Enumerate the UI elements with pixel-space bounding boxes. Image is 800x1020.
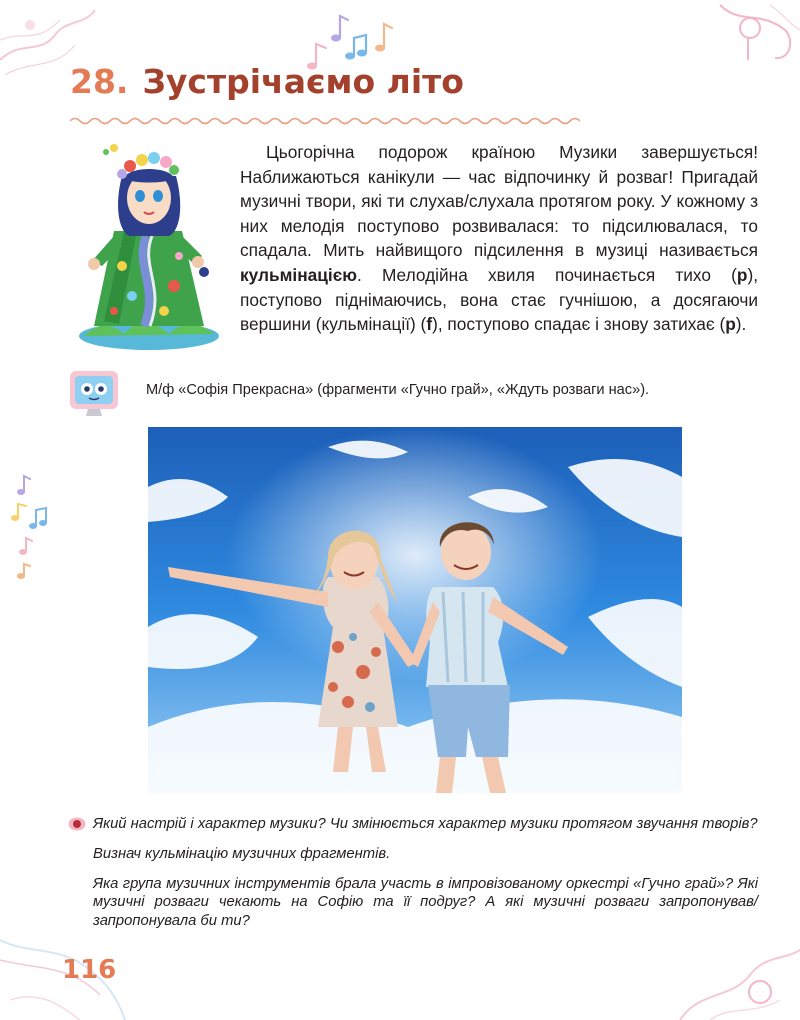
lesson-title-text: Зустрічаємо літо (142, 62, 464, 101)
intro-text-3: ), поступово піднімаючись, вона стає гучнішою, а досягаючи вершини (кульмінації) ( (240, 264, 758, 335)
wavy-divider (70, 116, 580, 126)
intro-text-4: ), поступово спадає і знову затихає ( (432, 314, 726, 335)
corner-flourish-bottom-right (670, 930, 800, 1020)
questions-block (93, 815, 758, 942)
question-1: Який настрій і характер музики? Чи змінюється характер музики протягом звучання творів? (93, 816, 758, 832)
dynamic-piano-2: p (725, 314, 736, 335)
term-culmination: кульмінацією (240, 264, 357, 285)
corner-flourish-top-right (690, 0, 800, 80)
question-2: Визнач кульмінацію музичних фрагментів. (93, 845, 391, 862)
lesson-number: 28. (70, 62, 129, 101)
intro-paragraph (240, 140, 758, 337)
intro-text-1: Цьогорічна подорож країною Музики завершується! Наближаються канікули — час відпочинку й розваг! Пригадай музичні твори, які ти слухав/слухала протягом року. У кожному з них мелодія поступово розвивалася: то підсилювалася, то спадала. Мить найвищого підсилення в музиці називається (240, 142, 758, 261)
intro-text-2: . Мелодійна хвиля починається тихо ( (357, 264, 737, 285)
children-jumping-photo (148, 427, 682, 793)
intro-text-5: ). (735, 314, 747, 335)
monitor-face-icon (68, 369, 120, 419)
page-number: 116 (62, 955, 117, 985)
lesson-title (70, 62, 464, 110)
music-notes-decoration-left (6, 470, 52, 585)
dynamic-piano: p (736, 264, 748, 285)
question-3: Яка група музичних інструментів брала участь в імпровізованому оркестрі «Гучно грай»? Які музичні розваги чекають на Софію та її подруг? А які музичні розваги запропонував/запропонувала би ти? (93, 875, 758, 930)
question-bullet-icon (68, 817, 86, 831)
sofia-illustration (74, 136, 220, 352)
film-reference: М/ф «Софія Прекрасна» (фрагменти «Гучно грай», «Ждуть розваги нас»). (146, 382, 650, 398)
dynamic-forte: f (426, 314, 433, 335)
